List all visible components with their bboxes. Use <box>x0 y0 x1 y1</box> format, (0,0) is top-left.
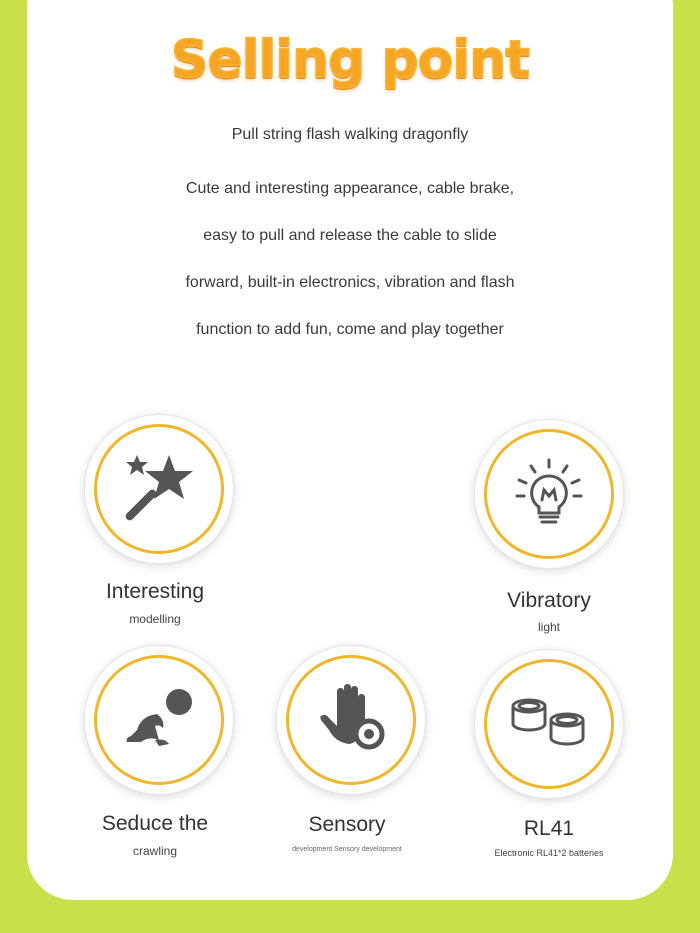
button-battery-icon <box>509 684 589 764</box>
hand-touch-icon <box>311 680 391 760</box>
description-line: function to add fun, come and play together <box>196 321 504 338</box>
feature-badge-crawling <box>85 646 233 794</box>
feature-label: Interesting <box>105 580 205 603</box>
feature-sublabel: modelling <box>129 612 181 626</box>
feature-badge-sensory <box>277 646 425 794</box>
feature-label: Sensory <box>308 813 386 836</box>
feature-label: Seduce the <box>101 812 209 835</box>
magic-wand-star-icon <box>119 449 199 529</box>
feature-sublabel: crawling <box>132 844 177 858</box>
description-line: easy to pull and release the cable to slide <box>203 227 497 244</box>
feature-sublabel: light <box>537 620 560 634</box>
feature-sublabel: development Sensory development <box>292 846 402 853</box>
feature-badge-light <box>475 420 623 568</box>
description-line: forward, built-in electronics, vibration and flash <box>185 274 515 291</box>
description-line: Cute and interesting appearance, cable brake, <box>185 180 515 197</box>
feature-badge-modelling <box>85 415 233 563</box>
page-title: Selling point <box>170 30 530 90</box>
light-bulb-icon <box>509 454 589 534</box>
crawling-baby-icon <box>119 680 199 760</box>
feature-sublabel: Electronic RL41*2 batteries <box>494 848 604 858</box>
feature-label: RL41 <box>523 817 575 840</box>
feature-label: Vibratory <box>507 589 591 612</box>
feature-badge-batteries <box>475 650 623 798</box>
product-subtitle: Pull string flash walking dragonfly <box>231 126 469 143</box>
